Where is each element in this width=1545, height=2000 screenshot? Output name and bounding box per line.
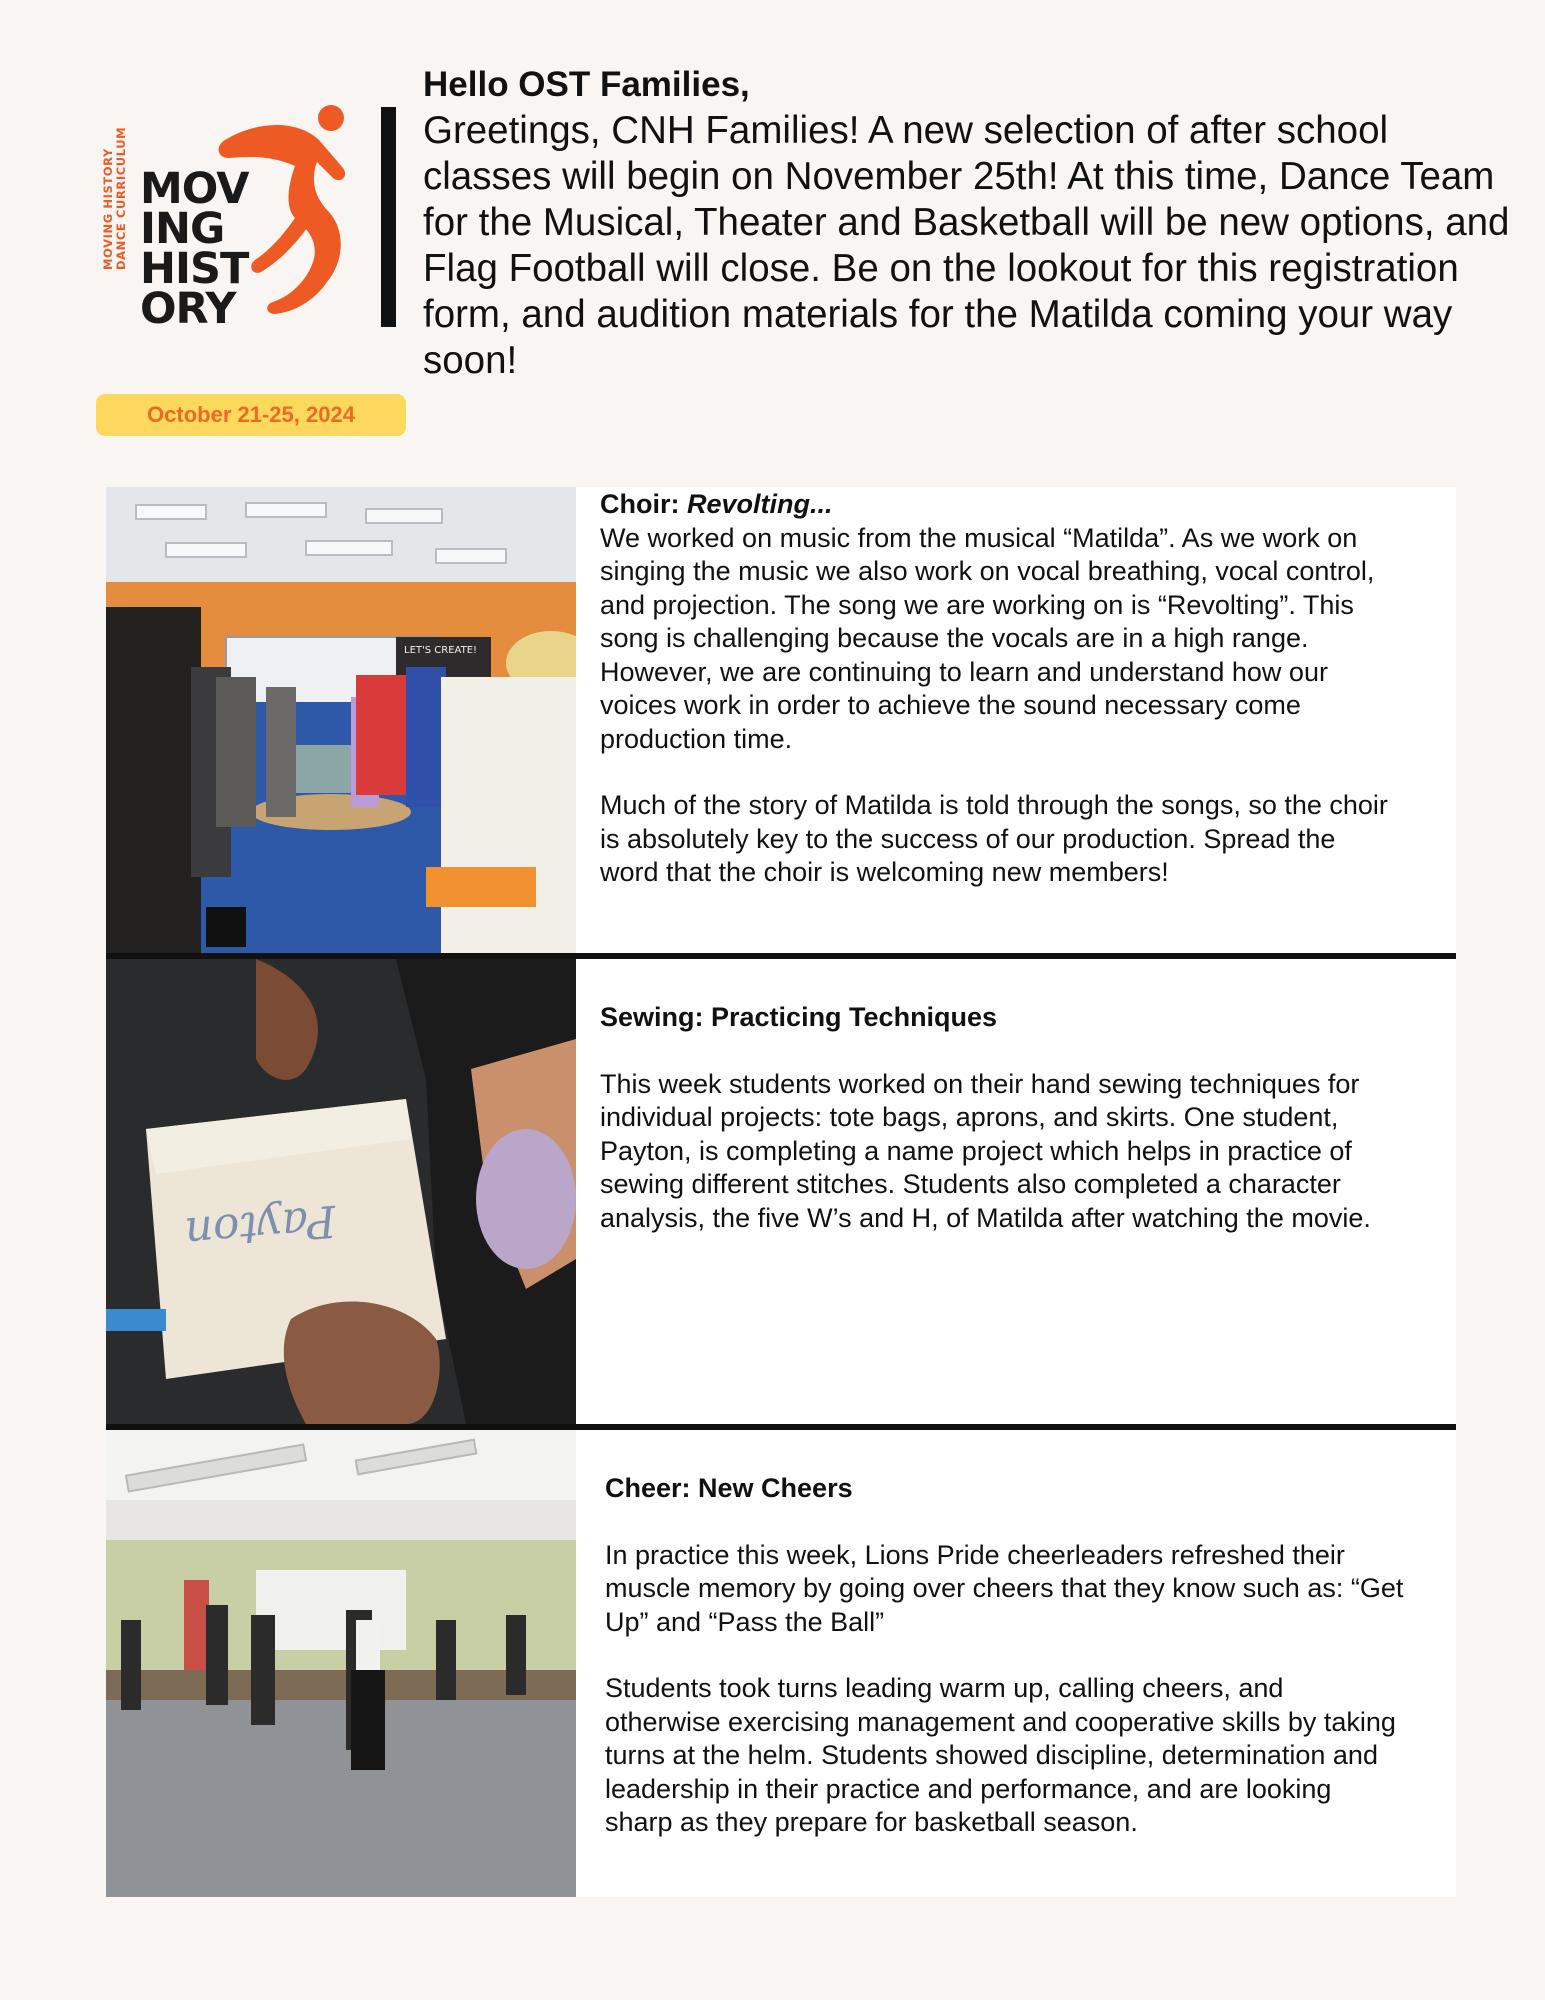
sewing-photo <box>106 959 576 1424</box>
logo-word-line: MOV <box>140 164 249 214</box>
logo-word-line: HIST <box>140 244 249 294</box>
dancer-figure-icon <box>215 100 365 320</box>
choir-paragraph-1: We worked on music from the musical “Matilda”. As we work on singing the music we also work on vocal breathing, vocal control, and projection. The song we are working on is “Revolting”. This song is challenging because the vocals are in a high range. However, we are continuing to learn and understand how our voices work in order to achieve the sound necessary come production time. <box>600 522 1375 754</box>
cheer-title: Cheer: New Cheers <box>605 1473 853 1503</box>
choir-title-prefix: Choir: <box>600 489 687 519</box>
fabric-name-text: Payton <box>182 1194 339 1259</box>
date-badge: October 21-25, 2024 <box>96 394 406 436</box>
logo-subtitle <box>102 127 128 270</box>
logo-subtitle-line2: DANCE CURRICULUM <box>114 126 128 270</box>
cheer-paragraph-1: In practice this week, Lions Pride cheerleaders refreshed their muscle memory by going over cheers that they know such as: “Get Up” and “Pass the Ball” <box>605 1539 1404 1637</box>
greeting-heading: Hello OST Families, <box>423 65 750 104</box>
logo-word-line: ORY <box>140 284 236 334</box>
sewing-paragraph-1: This week students worked on their hand sewing techniques for individual projects: tote bags, aprons, and skirts. One student, Payton, is completing a name project which helps in practice of sewing different stitches. Students also completed a character analysis, the five W’s and H, of Matilda after watching the movie. <box>600 1068 1371 1233</box>
choir-section <box>600 488 1400 890</box>
sewing-section <box>600 1001 1400 1235</box>
choir-title <box>600 488 1400 522</box>
choir-paragraph-2: Much of the story of Matilda is told through the songs, so the choir is absolutely key to the success of our production. Spread the word that the choir is welcoming new members! <box>600 790 1388 887</box>
cheer-paragraph-2: Students took turns leading warm up, calling cheers, and otherwise exercising management and cooperative skills by taking turns at the helm. Students showed discipline, determination and leadership in their practice and performance, and are looking sharp as they prepare for basketball season. <box>605 1673 1396 1837</box>
vertical-divider <box>381 107 396 327</box>
intro-paragraph: Greetings, CNH Families! A new selection of after school classes will begin on November 25th! At this time, Dance Team for the Musical, Theater and Basketball will be new options, and Flag Football will close. Be on the lookout for this registration form, and audition materials for the Matilda coming your way soon! <box>423 109 1510 382</box>
logo-word-line: ING <box>140 204 225 254</box>
cheer-gym-photo <box>106 1430 576 1897</box>
choir-classroom-photo <box>106 487 576 953</box>
logo-subtitle-line1: MOVING HISTORY <box>101 148 115 270</box>
intro-block <box>423 62 1513 384</box>
classroom-sign: LET'S CREATE! <box>404 645 478 656</box>
choir-title-emphasis: Revolting... <box>687 489 833 519</box>
sewing-title: Sewing: Practicing Techniques <box>600 1002 998 1032</box>
moving-history-logo <box>100 100 400 334</box>
cheer-section <box>605 1472 1405 1840</box>
